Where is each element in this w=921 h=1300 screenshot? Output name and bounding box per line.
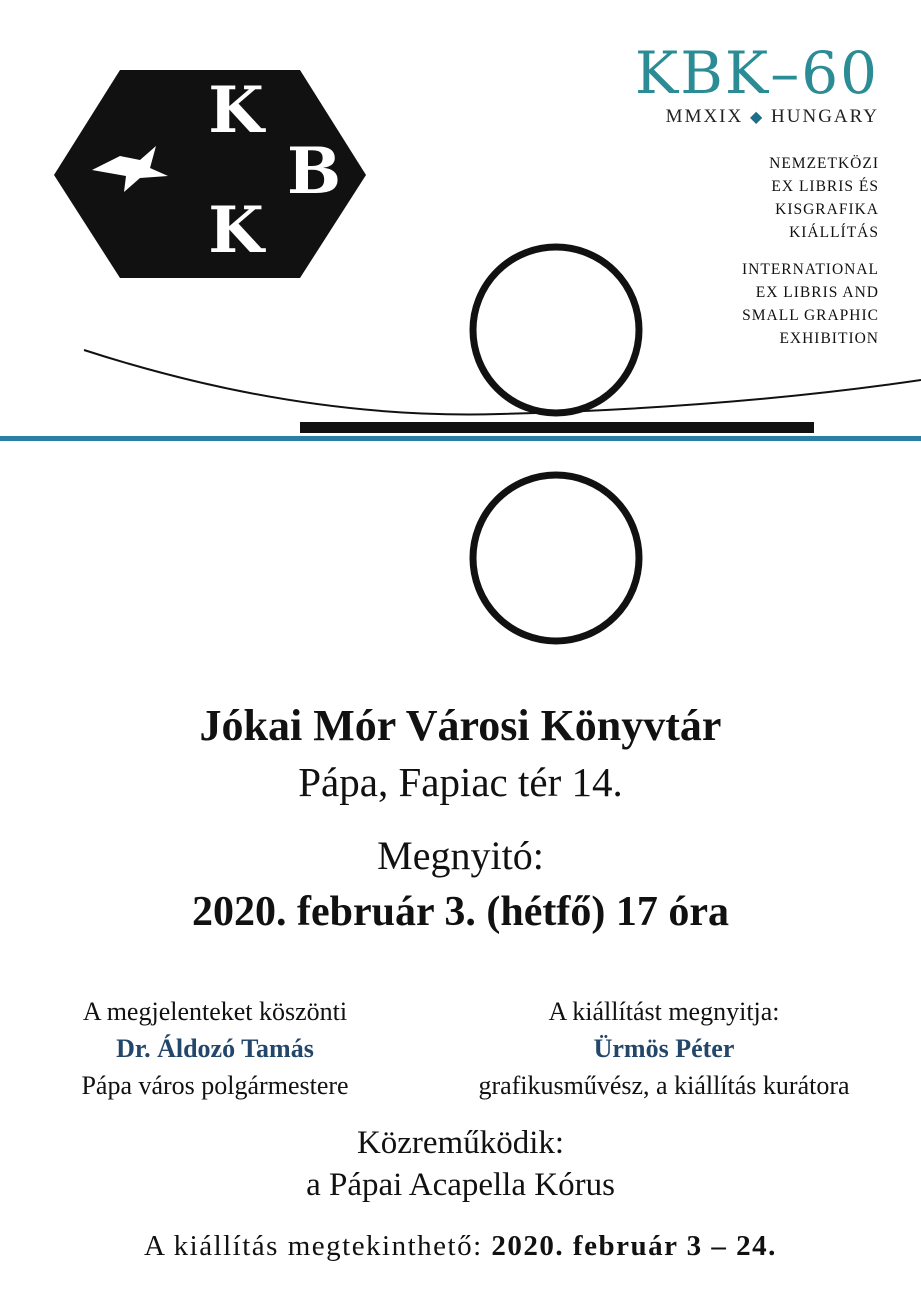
line: NEMZETKÖZI bbox=[769, 155, 879, 172]
line: SMALL GRAPHIC bbox=[742, 307, 879, 324]
upper-circle bbox=[473, 247, 639, 413]
line: EX LIBRIS ÉS bbox=[771, 178, 879, 195]
line: KISGRAFIKA bbox=[775, 201, 879, 218]
year-roman: MMXIX bbox=[665, 106, 744, 127]
lower-circle bbox=[473, 475, 639, 641]
greeter-name: Dr. Áldozó Tamás bbox=[116, 1034, 314, 1063]
viewing-period bbox=[0, 1230, 921, 1263]
diamond-icon: ◆ bbox=[749, 109, 765, 126]
opening-label: Megnyitó: bbox=[377, 833, 544, 878]
line: INTERNATIONAL bbox=[742, 261, 879, 278]
curved-line bbox=[84, 350, 921, 414]
opener-name: Ürmös Péter bbox=[593, 1034, 735, 1063]
venue-name: Jókai Mór Városi Könyvtár bbox=[199, 701, 722, 750]
kbk-logo-title: KBK–60 bbox=[634, 39, 879, 107]
emblem-letter-bottom: K bbox=[208, 193, 264, 268]
cooperation-label: Közreműködik: bbox=[356, 1125, 565, 1161]
exhibition-title-en bbox=[742, 258, 879, 350]
greeter-block bbox=[20, 993, 410, 1104]
opener-intro: A kiállítást megnyitja: bbox=[548, 997, 780, 1026]
kbk-emblem bbox=[54, 70, 366, 278]
line: KIÁLLÍTÁS bbox=[789, 224, 879, 241]
venue-address: Pápa, Fapiac tér 14. bbox=[298, 759, 623, 805]
opening-datetime: 2020. február 3. (hétfő) 17 óra bbox=[192, 889, 729, 935]
viewing-dates: 2020. február 3 – 24. bbox=[491, 1230, 777, 1262]
press-plate bbox=[300, 422, 814, 433]
viewing-label: A kiállítás megtekinthető: bbox=[144, 1230, 483, 1262]
line: EX LIBRIS AND bbox=[755, 284, 879, 301]
emblem-letter-middle: B bbox=[286, 134, 342, 209]
emblem-letter-top: K bbox=[208, 73, 264, 148]
greeter-role: Pápa város polgármestere bbox=[81, 1071, 349, 1100]
country: HUNGARY bbox=[771, 106, 879, 127]
exhibition-title-hu bbox=[769, 152, 879, 244]
opener-block bbox=[440, 993, 888, 1104]
cooperation-value: a Pápai Acapella Kórus bbox=[306, 1167, 615, 1203]
opener-role: grafikusművész, a kiállítás kurátora bbox=[478, 1071, 850, 1100]
kbk-logo-subtitle bbox=[666, 106, 879, 128]
greeter-intro: A megjelenteket köszönti bbox=[82, 997, 348, 1026]
line: EXHIBITION bbox=[779, 330, 879, 347]
blue-rule bbox=[0, 436, 921, 441]
